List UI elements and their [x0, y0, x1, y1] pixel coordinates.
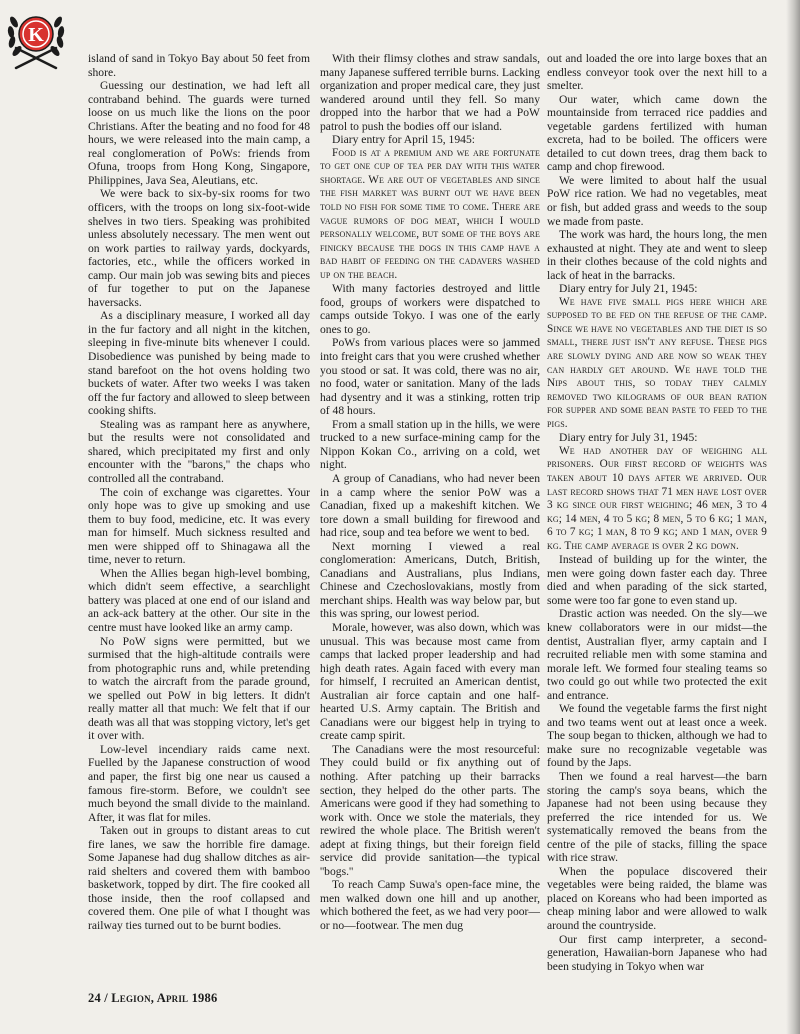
- article-paragraph: We were back to six-by-six rooms for two officers, with the troops on long six-foot-wide shelves in two tiers. Speaking was prohibited unless absolutely necessary. The men went out on work parties to railway yards, dockyards, factories, etc., while the officers worked in camp. Our main job was sewing bits and pieces of fur together to put on the Japanese haversacks.: [88, 187, 310, 309]
- article-paragraph: out and loaded the ore into large boxes that an endless conveyor took over the next hill to a smelter.: [547, 52, 767, 93]
- diary-entry-text: Food is at a premium and we are fortunate to get one cup of tea per day with this water shortage. We are out of vegetables and since the fish market was burnt out we have been told no fish for some time to come. There are vague rumors of dog meat, which I would personally welcome, but some of the boys are finicky because the dogs in this camp have a bad habit of feeding on the cadavers washed up on the beach.: [320, 146, 540, 281]
- article-paragraph: Then we found a real harvest—the barn storing the camp's soya beans, which the Japanese had not been using because they preferred the rice intended for us. We systematically removed the beans from the centre of the pile of stacks, filling the space with rice straw.: [547, 769, 767, 865]
- page-edge-shadow: [786, 0, 800, 1034]
- logo-letter: K: [28, 24, 44, 46]
- article-paragraph: With many factories destroyed and little food, groups of workers were dispatched to camps outside Tokyo. I was one of the early ones to go.: [320, 282, 540, 336]
- article-paragraph: Guessing our destination, we had left all contraband behind. The guards were turned loose on us much like the lions on the poor Christians. After the beating and no food for 48 hours, we were released into the main camp, a real conglomeration of PoWs: friends from Ofuna, troops from Hong Kong, Singapore, Philippines, Java Sea, Aleutians, etc.: [88, 79, 310, 187]
- article-paragraph: Our first camp interpreter, a second-generation, Hawaiian-born Japanese who had been studying in Tokyo when war: [547, 932, 767, 973]
- diary-entry-heading: Diary entry for July 21, 1945:: [559, 282, 698, 296]
- article-column-1: [88, 52, 310, 933]
- article-paragraph: To reach Camp Suwa's open-face mine, the men walked down one hill and up another, which bothered the feet, as we had very poor—or no—footwear. The men dug: [320, 878, 540, 932]
- laurel-k-logo-icon: [6, 4, 66, 72]
- article-paragraph: Our water, which came down the mountainside from terraced rice paddies and vegetable gardens fertilized with human excreta, had to be boiled. The officers were detailed to cut down trees, drag them back to camp and chop firewood.: [547, 92, 767, 174]
- article-paragraph: The coin of exchange was cigarettes. Your only hope was to give up smoking and use them to buy food, medicine, etc. It was every man for himself. Much sickness resulted and men were shipped off to Shinagawa all the time, never to return.: [88, 485, 310, 567]
- article-paragraph: island of sand in Tokyo Bay about 50 feet from shore.: [88, 52, 310, 79]
- article-paragraph: Instead of building up for the winter, the men were going down faster each day. Three died and when parading of the sick started, some were too far gone to even stand up.: [547, 553, 767, 607]
- article-paragraph: The Canadians were the most resourceful: They could build or fix anything out of nothing. After patching up their barracks section, they helped do the other parts. The Americans were good if they had something to work with. Once we stole the materials, they rewired the whole place. The British weren't adept at fixing things, but their foreign field service did provide sanitation—the typical ''bogs.'': [320, 742, 540, 878]
- page-number: 24: [88, 991, 101, 1005]
- article-paragraph: When the Allies began high-level bombing, which didn't seem effective, a searchlight battery was placed at one end of our island and an ack-ack battery at the other. Our site in the centre must have looked like an army camp.: [88, 566, 310, 634]
- article-paragraph: When the populace discovered their vegetables were being raided, the blame was placed on Koreans who had been imported as cheap mining labor and were allowed to walk around the countryside.: [547, 864, 767, 932]
- diary-entry-heading: Diary entry for July 31, 1945:: [559, 431, 698, 445]
- article-paragraph: A group of Canadians, who had never been in a camp where the senior PoW was a Canadian, fixed up a makeshift kitchen. We tore down a small building for firewood and had rice, soup and tea before we went to bed.: [320, 471, 540, 540]
- article-paragraph: We were limited to about half the usual PoW rice ration. We had no vegetables, meat or fish, but added grass and weeds to the soup we made from paste.: [547, 173, 767, 228]
- article-paragraph: No PoW signs were permitted, but we surmised that the high-altitude contrails were from photographic runs and, while pretending to watch the aircraft from the parade ground, we spelled out PoW in big letters. It didn't really matter all that much: We felt that if our death was all that was stopping victory, let's get it over with.: [88, 634, 310, 743]
- publication-issue: / Legion, April 1986: [104, 991, 218, 1005]
- article-paragraph: Low-level incendiary raids came next. Fuelled by the Japanese construction of wood and paper, the first big one near us caused a famous fire-storm. Before, we couldn't see much beyond the small divide to the mainland. After, it was flat for miles.: [88, 742, 310, 824]
- article-paragraph: Morale, however, was also down, which was unusual. This was because most came from camps that lacked proper leadership and had high death rates. Again faced with every man for himself, I recruited an American dentist, Australian air force captain and one half-hearted U.S. Army captain. The British and Canadians were our biggest help in trying to create camp spirit.: [320, 620, 540, 743]
- article-paragraph: The work was hard, the hours long, the men exhausted at night. They ate and went to sleep in their clothes because of the cold nights and lack of heat in the barracks.: [547, 228, 767, 282]
- article-paragraph: From a small station up in the hills, we were trucked to a new surface-mining camp for the Nippon Kokan Co., arriving on a cold, wet night.: [320, 417, 540, 472]
- article-paragraph: We found the vegetable farms the first night and two teams went out at least once a week. The soup began to thicken, although we had to make sure no recognizable vegetable was found by the Japs.: [547, 702, 767, 770]
- article-paragraph: With their flimsy clothes and straw sandals, many Japanese suffered terrible burns. Lacking organization and proper medical care, they just wandered around until they fell. So many dropped into the harbor that we had a PoW patrol to push the bodies off our island.: [320, 52, 540, 133]
- diary-entry-text: We had another day of weighing all prisoners. Our first record of weights was taken about 10 days after we arrived. Our last record shows that 71 men have lost over 3 kg since our first weighing; 46 men, 3 to 4 kg; 14 men, 4 to 5 kg; 8 men, 5 to 6 kg; 1 man, 6 to 7 kg; 1 man, 8 to 9 kg; and 1 man, over 9 kg. The camp average is over 2 kg down.: [547, 444, 767, 552]
- page-footer: [88, 991, 217, 1006]
- article-paragraph: As a disciplinary measure, I worked all day in the fur factory and all night in the kitchen, sleeping in five-minute bits whenever I could. Disobedience was punished by being made to stand barefoot on the hot ovens holding two buckets of water. After two weeks I was taken off the fur factory and allowed to sleep between cooking shifts.: [88, 309, 310, 418]
- article-column-3: [547, 52, 767, 973]
- article-paragraph: Stealing was as rampant here as anywhere, but the results were not consolidated and shared, which precipitated my first and only encounter with the ''barons,'' the chaps who controlled all the contraband.: [88, 417, 310, 485]
- article-column-2: [320, 52, 540, 933]
- publication-logo: [6, 4, 66, 72]
- article-paragraph: PoWs from various places were so jammed into freight cars that you were crushed whether you stood or sat. It was cold, there was no air, no food, water or sanitation. Many of the lads had dysentry and it was a stinking, rotten trip of 48 hours.: [320, 336, 540, 418]
- article-paragraph: Drastic action was needed. On the sly—we knew collaborators were in our midst—the dentist, Australian flyer, army captain and I recruited reliable men with some stamina and morale left. We formed four stealing teams so two could go out while two protected the exit and entrance.: [547, 607, 767, 702]
- diary-entry-text: We have five small pigs here which are supposed to be fed on the refuse of the camp. Since we have no vegetables and the diet is so small, there just isn't any refuse. These pigs are slowly dying and are now so weak they can hardly get around. We have told the Nips about this, so today they calmly removed two kilograms of our bean ration for supper and some bean paste to feed to the pigs.: [547, 295, 767, 430]
- article-paragraph: Taken out in groups to distant areas to cut fire lanes, we saw the horrible fire damage. Some Japanese had dug shallow ditches as air-raid shelters and covered them with bamboo basketwork, topped by dirt. The fire cooked all those inside, then the roof collapsed and covered them. One pile of what I thought was railway ties turned out to be burnt bodies.: [88, 824, 310, 932]
- diary-entry-heading: Diary entry for April 15, 1945:: [332, 133, 475, 147]
- article-paragraph: Next morning I viewed a real conglomeration: Americans, Dutch, British, Canadians and Australians, plus Indians, Chinese and Czechoslovakians, mostly from merchant ships. Health was way below par, but this was spring, our lowest period.: [320, 539, 540, 621]
